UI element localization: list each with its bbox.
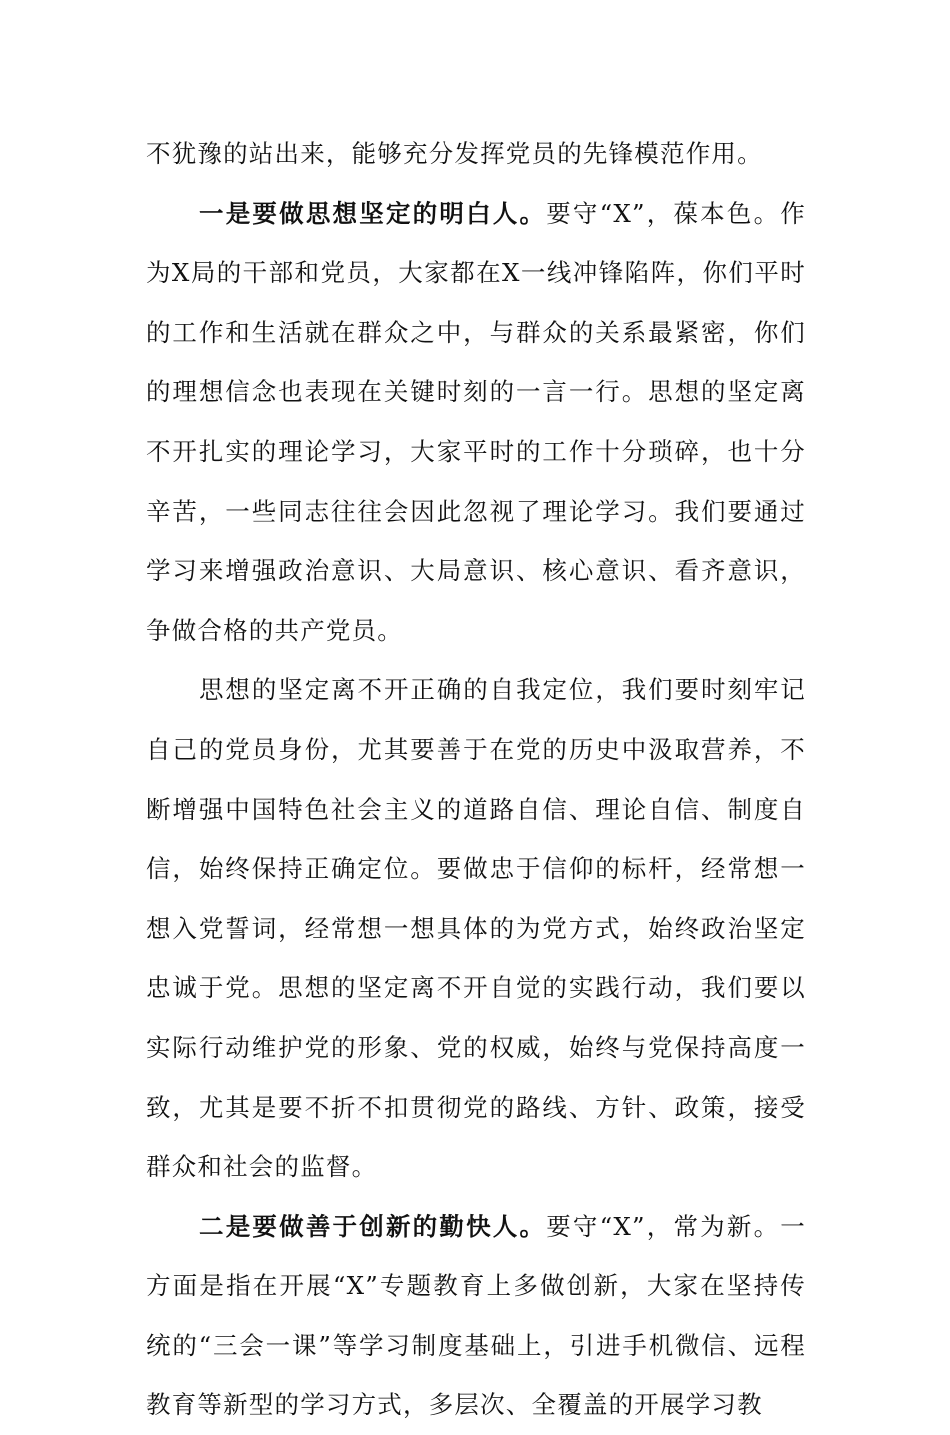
paragraph-continuation [146, 124, 806, 184]
paragraph-text: 思想的坚定离不开正确的自我定位，我们要时刻牢记自己的党员身份，尤其要善于在党的历史中汲取营养，不断增强中国特色社会主义的道路自信、理论自信、制度自信，始终保持正确定位。要做忠于信仰的标杆，经常想一想入党誓词，经常想一想具体的为党方式，始终政治坚定忠诚于党。思想的坚定离不开自觉的实践行动，我们要以实际行动维护党的形象、党的权威，始终与党保持高度一致，尤其是要不折不扣贯彻党的路线、方针、政策，接受群众和社会的监督。 [146, 675, 806, 1182]
paragraph-point-two [146, 1197, 806, 1435]
paragraph-text: 要守“X”，常为新。一方面是指在开展“X”专题教育上多做创新，大家在坚持传统的“三会一课”等学习制度基础上，引进手机微信、远程教育等新型的学习方式，多层次、全覆盖的开展学习教 [146, 1211, 806, 1420]
paragraph-text: 不犹豫的站出来，能够充分发挥党员的先锋模范作用。 [146, 139, 763, 168]
paragraph-text: 要守“X”，葆本色。作为X局的干部和党员，大家都在X一线冲锋陷阵，你们平时的工作和生活就在群众之中，与群众的关系最紧密，你们的理想信念也表现在关键时刻的一言一行。思想的坚定离不开扎实的理论学习，大家平时的工作十分琐碎，也十分辛苦，一些同志往往会因此忽视了理论学习。我们要通过学习来增强政治意识、大局意识、核心意识、看齐意识，争做合格的共产党员。 [146, 198, 806, 645]
document-body [146, 124, 806, 1435]
paragraph-self-positioning [146, 660, 806, 1196]
paragraph-point-one [146, 184, 806, 661]
paragraph-lead-heading: 二是要做善于创新的勤快人。 [199, 1211, 547, 1241]
paragraph-lead-heading: 一是要做思想坚定的明白人。 [199, 198, 547, 228]
